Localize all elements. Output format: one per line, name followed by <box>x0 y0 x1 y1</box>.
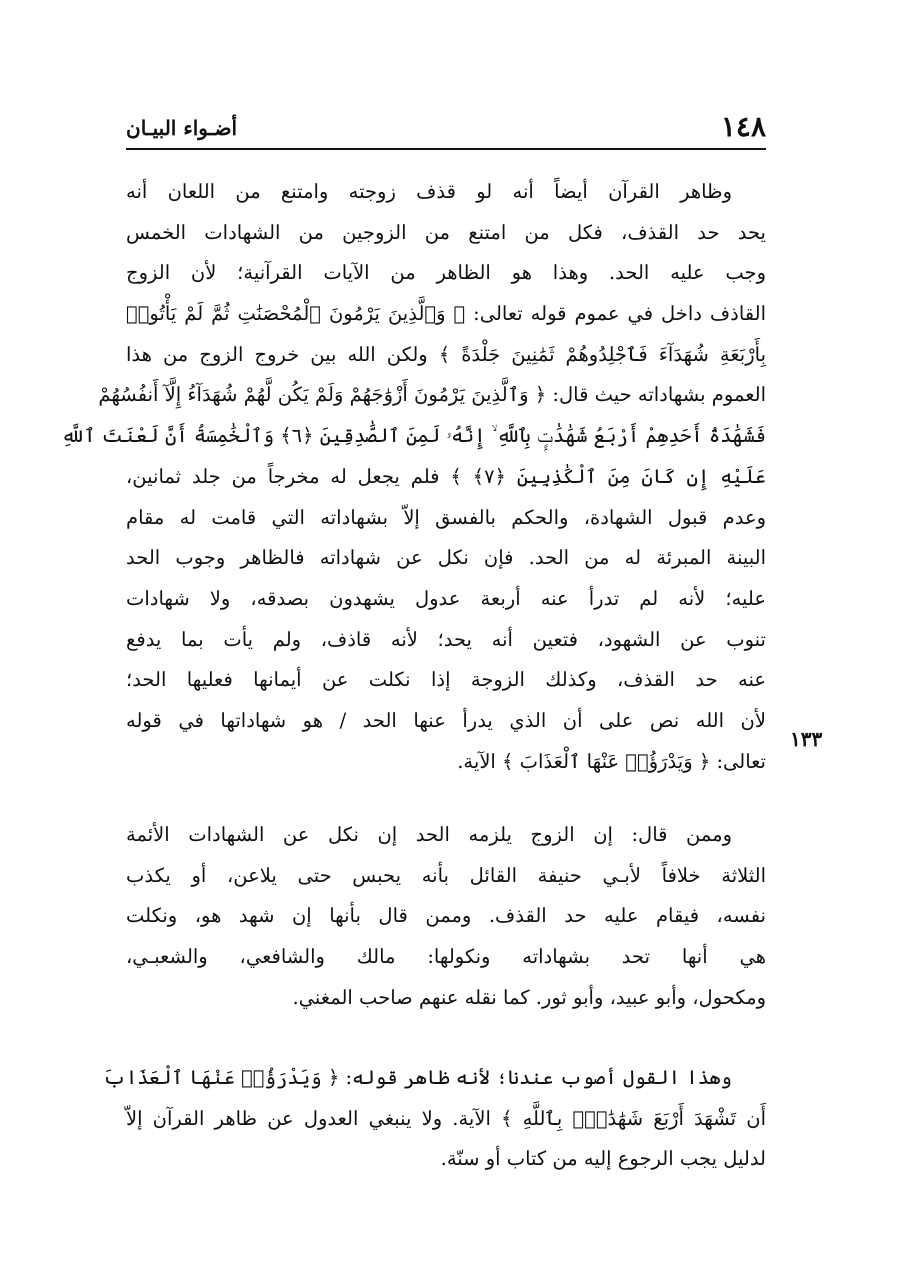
text-line: وجب عليه الحد. وهذا هو الظاهر من الآيات القرآنية؛ لأن الزوج <box>126 261 766 285</box>
text-line: وهذا القول أصوب عندنا؛ لأنه ظاهر قوله: ﴿ وَيَدْرَؤُا۟ عَنْهَا ٱلْعَذَابَ <box>103 1066 732 1089</box>
text-line: الثلاثة خلافاً لأبـي حنيفة القائل بأنه يحبس حتى يلاعن، أو يكذب <box>126 863 766 887</box>
paragraph-2 <box>126 815 766 1018</box>
text-line: عنه حد القذف، وكذلك الزوجة إذا نكلت عن أيمانها فعليها الحد؛ <box>126 668 766 692</box>
paragraph-1 <box>61 172 766 782</box>
text-line: بِأَرْبَعَةِ شُهَدَآءَ فَٱجْلِدُوهُمْ ثَمَٰنِينَ جَلْدَةً ﴾ ولكن الله بين خروج الزوج من هذا <box>126 342 766 366</box>
page-number: ١٤٨ <box>720 110 766 143</box>
text-line: تعالى: ﴿ وَيَدْرَؤُا۟ عَنْهَا ٱلْعَذَابَ ﴾ الآية. <box>457 749 766 773</box>
text-line: البينة المبرئة له من الحد. فإن نكل عن شهاداته فالظاهر وجوب الحد <box>126 546 766 570</box>
text-line: تنوب عن الشهود، فتعين أنه يحد؛ لأنه قاذف، ولم يأت بما يدفع <box>126 627 766 651</box>
text-line: نفسه، فيقام عليه حد القذف. وممن قال بأنها إن شهد هو، ونكلت <box>126 904 766 928</box>
text-line: العموم بشهاداته حيث قال: ﴿ وَٱلَّذِينَ يَرْمُونَ أَزْوَٰجَهُمْ وَلَمْ يَكُن لَّهُمْ شُهَدَآءُ إِلَّآ أَنفُسُهُمْ <box>98 383 766 407</box>
text-line: هي أنها تحد بشهاداته ونكولها: مالك والشافعي، والشعبـي، <box>126 945 767 969</box>
text-line: وعدم قبول الشهادة، والحكم بالفسق إلاّ بشهاداته التي قامت له مقام <box>126 505 766 529</box>
page-header <box>126 108 766 150</box>
margin-page-marker: ١٣٣ <box>790 727 823 751</box>
text-line: ومكحول، وأبو عبيد، وأبو ثور. كما نقله عنهم صاحب المغني. <box>292 985 766 1009</box>
text-line: أَن تَشْهَدَ أَرْبَعَ شَهَٰدَٰتٍۭ بِٱللَّهِ ﴾ الآية. ولا ينبغي العدول عن ظاهر القرآن إلاّ <box>126 1106 766 1130</box>
text-line: وظاهر القرآن أيضاً أنه لو قذف زوجته وامتنع من اللعان أنه <box>126 180 732 203</box>
text-line: عَلَيْهِ إِن كَانَ مِنَ ٱلْكَٰذِبِينَ ﴿٧﴾ ﴾ فلم يجعل له مخرجاً من جلد ثمانين، <box>126 464 766 488</box>
text-line: لدليل يجب الرجوع إليه من كتاب أو سنّة. <box>440 1147 766 1171</box>
text-line: يحد حد القذف، فكل من امتنع من الزوجين من الشهادات الخمس <box>126 220 766 244</box>
text-line: وممن قال: إن الزوج يلزمه الحد إن نكل عن الشهادات الأئمة <box>126 823 732 846</box>
text-line: لأن الله نص على أن الذي يدرأ عنها الحد / هو شهاداتها في قوله <box>126 708 766 732</box>
text-line: عليه؛ لأنه لم تدرأ عنه أربعة عدول يشهدون بصدقه، ولا شهادات <box>126 586 766 610</box>
paragraph-3 <box>103 1058 766 1180</box>
book-title: أضـواء البيـان <box>126 116 238 140</box>
text-line: القاذف داخل في عموم قوله تعالى: ﴿ وَٱلَّذِينَ يَرْمُونَ ٱلْمُحْصَنَٰتِ ثُمَّ لَمْ يَأْتُوا۟ <box>126 302 766 326</box>
text-line: فَشَهَٰدَةُ أَحَدِهِمْ أَرْبَعُ شَهَٰدَٰتٍۭ بِٱللَّهِ ۙ إِنَّهُۥ لَمِنَ ٱلصَّٰدِقِينَ ﴿٦﴾ وَٱلْخَٰمِسَةُ أَنَّ لَعْنَتَ ٱللَّهِ <box>61 424 766 448</box>
